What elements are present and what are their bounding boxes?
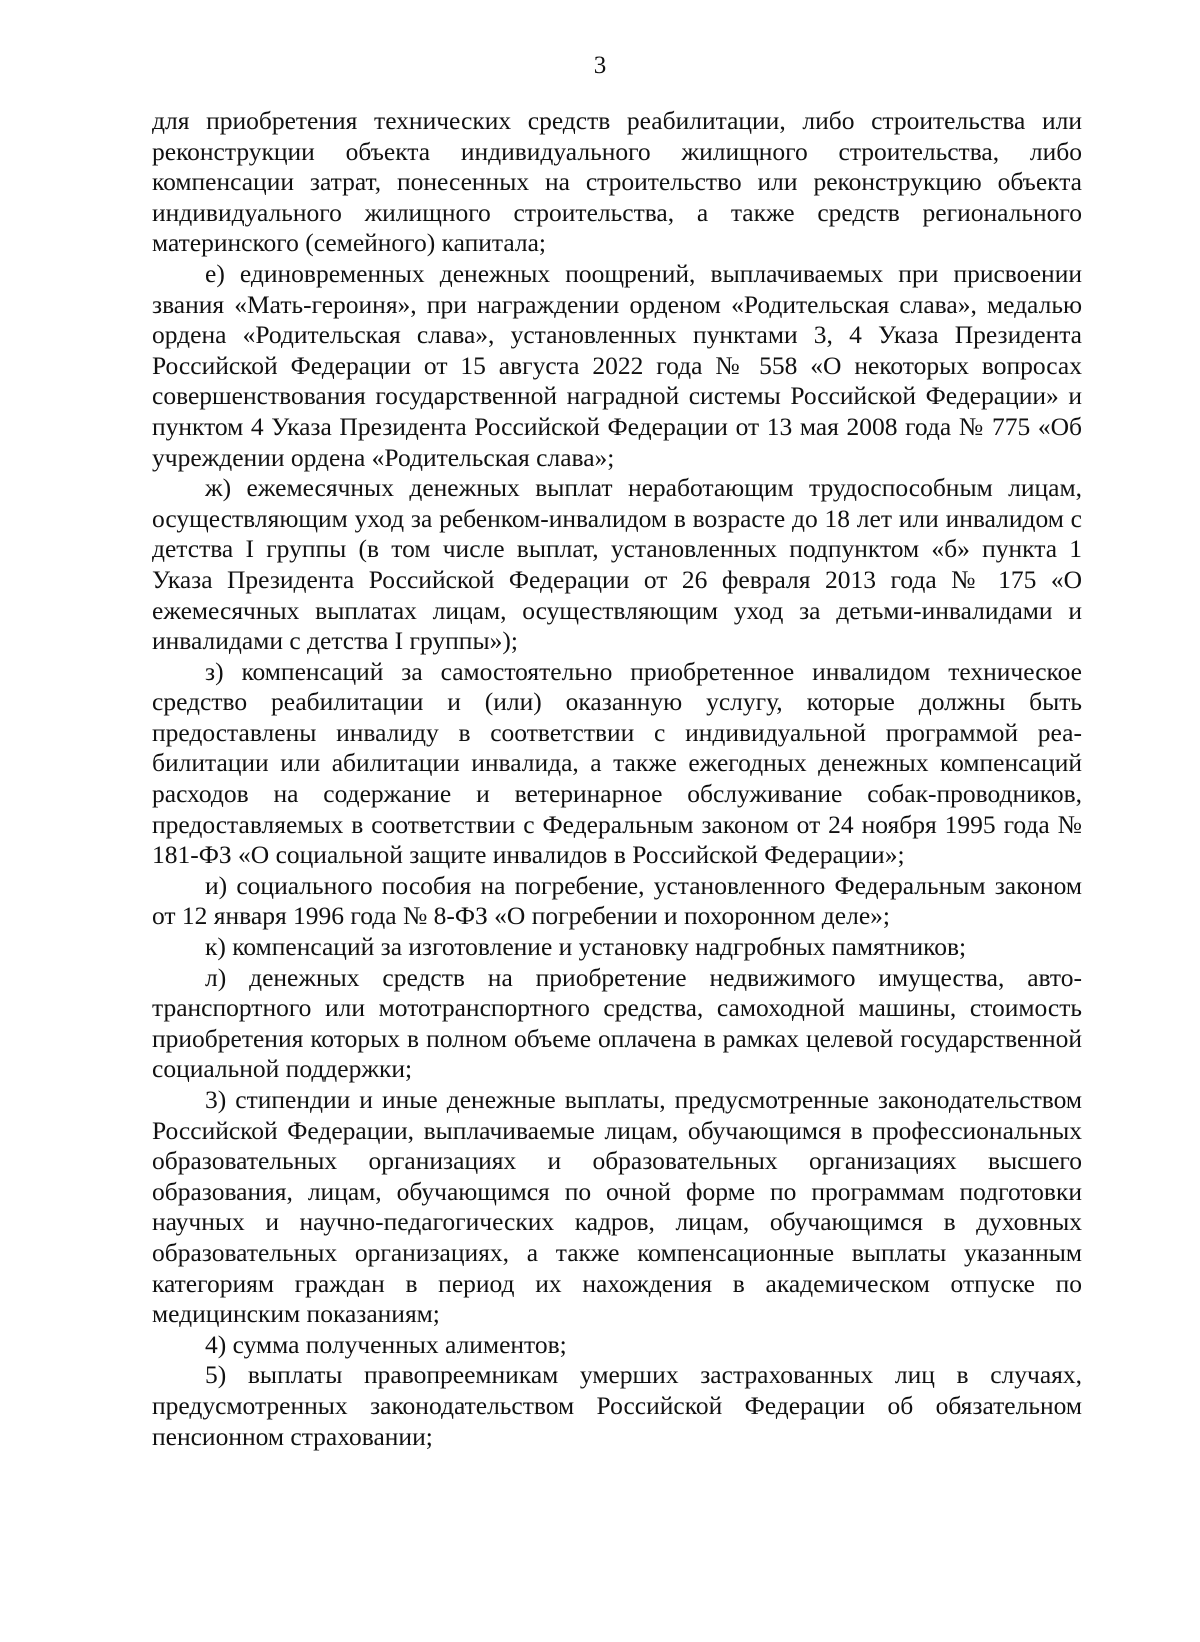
paragraph-item-5: 5) выплаты правопреемникам умерших застрахованных лиц в случаях, предусмотренных законодательством Российской Федерации об обязательном пенсионном страховании; [152, 1360, 1082, 1451]
paragraph-item-4: 4) сумма полученных алиментов; [205, 1329, 567, 1359]
paragraph-item-3: 3) стипендии и иные денежные выплаты, предусмотренные законодательством Российской Федерации, выплачиваемые лицам, обучающимся в профессиональных образовательных организациях и образовательных организациях высшего образования, лицам, обучающимся по очной форме по программам подготовки научных и научно-педагогических кадров, лицам, обучающимся в духовных образовательных организациях, а также компенсационные выплаты указанным категориям граждан в период их нахождения в академическом отпуске по медицинским показаниям; [152, 1085, 1082, 1329]
document-body [152, 106, 1082, 1452]
paragraph-item-z: з) компенсаций за самостоятельно приобретенное инвалидом техническое средство реабилитации и (или) оказанную услугу, которые должны быть предоставлены инвалиду в соответствии с индивидуальной программой реабилитации или абилитации инвалида, а также ежегодных денежных компенсаций расходов на содержание и ветеринарное обслуживание собак-проводников, предоставляемых в соответствии с Федеральным законом от 24 ноября 1995 года № 181-ФЗ «О социальной защите инвалидов в Российской Федерации»; [152, 656, 1082, 870]
paragraph-item-k: к) компенсаций за изготовление и установку надгробных памятников; [205, 932, 967, 962]
paragraph-item-i: и) социального пособия на погребение, установленного Федеральным законом от 12 января 1996 года № 8-ФЗ «О погребении и похоронном деле»; [152, 870, 1082, 931]
paragraph-item-l: л) денежных средств на приобретение недвижимого имущества, автотранспортного или мототранспортного средства, самоходной машины, стоимость приобретения которых в полном объеме оплачена в рамках целевой государственной социальной поддержки; [152, 962, 1082, 1084]
paragraph-continuation: для приобретения технических средств реабилитации, либо строительства или реконструкции объекта индивидуального жилищного строительства, либо компенсации затрат, понесенных на строительство или реконструкцию объекта индивидуального жилищного строительства, а также средств регионального материнского (семейного) капитала; [152, 106, 1082, 258]
page-number: 3 [593, 52, 607, 79]
paragraph-item-zh: ж) ежемесячных денежных выплат неработающим трудоспособным лицам, осуществляющим уход за ребенком-инвалидом в возрасте до 18 лет или инвалидом с детства I группы (в том числе выплат, установленных подпунктом «б» пункта 1 Указа Президента Российской Федерации от 26 февраля 2013 года № 175 «О ежемесячных выплатах лицам, осуществляющим уход за детьми-инвалидами и инвалидами с детства I группы»); [152, 473, 1082, 656]
paragraph-item-e: е) единовременных денежных поощрений, выплачиваемых при присвоении звания «Мать-героиня», при награждении орденом «Родительская слава», медалью ордена «Родительская слава», установленных пунктами 3, 4 Указа Президента Российской Федерации от 15 августа 2022 года № 558 «О некоторых вопросах совершенствования государственной наградной системы Российской Федерации» и пунктом 4 Указа Президента Российской Федерации от 13 мая 2008 года № 775 «Об учреждении ордена «Родительская слава»; [152, 258, 1082, 472]
